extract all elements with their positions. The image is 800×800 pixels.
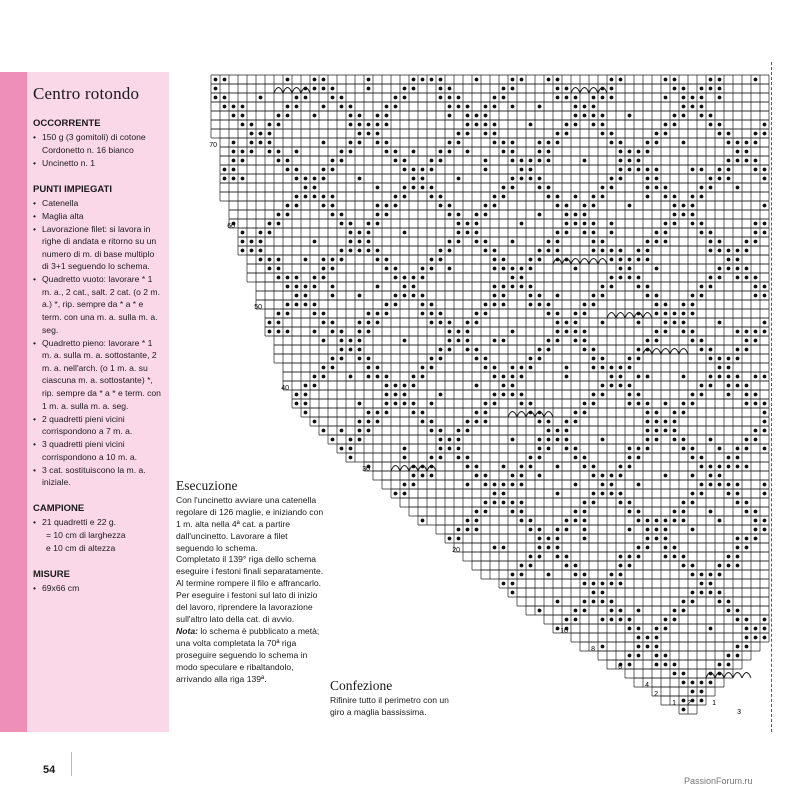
row-label: 30	[362, 466, 370, 473]
esecuzione-p1: Con l'uncinetto avviare una catenella regolare di 126 maglie, e iniziando con 1 m. alta nella 4ª cat. a partire dall'uncinetto. Lavorare a filet seguendo lo schema.	[176, 494, 324, 553]
row-label: 6	[618, 664, 622, 671]
row-label: 8	[591, 646, 595, 653]
esecuzione-title: Esecuzione	[176, 478, 238, 493]
page-number: 54	[43, 764, 56, 776]
list-item: • Quadretto pieno: lavorare * 1 m. a. sulla m. a. sottostante, 2 m. a. nell'arch. (o 1 m. a. su ciascuna m. a. sottostante) *, rip. sempre da * a * e term. con 1 m. a. sulla m. a. seg.	[33, 337, 163, 413]
pink-accent-strip	[0, 72, 27, 732]
row-label: 1	[672, 700, 676, 707]
mirror-line	[771, 62, 772, 732]
confezione-text: Rifinire tutto il perimetro con un giro a maglia bassissima.	[330, 694, 449, 717]
list-item: • 69x66 cm	[33, 582, 163, 595]
list-item: • 150 g (3 gomitoli) di cotone Cordonetto n. 16 bianco	[33, 131, 163, 156]
row-label: 40	[281, 385, 289, 392]
list-item: • Catenella	[33, 197, 163, 210]
row-label: 70	[209, 142, 217, 149]
esecuzione-p3: Per eseguire i festoni sul lato di inizio del lavoro, riprendere la lavorazione sull'altro lato della cat. di avvio.	[176, 590, 318, 624]
esecuzione-nota	[176, 626, 326, 686]
row-label: 10	[560, 628, 568, 635]
occorrente-title: OCCORRENTE	[33, 118, 101, 129]
row-label: 3	[737, 709, 741, 716]
occorrente-list	[33, 131, 163, 169]
nota-text: lo schema è pubblicato a metà; una volta completata la 70ª riga proseguire seguendo lo schema in modo speculare e ribaltandolo, arrivando alla riga 139ª.	[176, 625, 320, 684]
list-item: • Maglia alta	[33, 210, 163, 223]
esecuzione-p2: Completato il 139° riga dello schema eseguire i festoni finali separatamente. Al termine rompere il filo e affrancarlo.	[176, 554, 324, 589]
campione-list	[33, 516, 163, 555]
confezione-section	[330, 680, 450, 719]
list-item: • Quadretto vuoto: lavorare * 1 m. a., 2 cat., salt. 2 cat. (o 2 m. a.) *, rip. sempre da * a * e term. con una m. a. sulla m. a. seg.	[33, 273, 163, 336]
row-label: 20	[452, 547, 460, 554]
list-item: • Uncinetto n. 1	[33, 157, 163, 170]
list-item: • 3 cat. sostituiscono la m. a. iniziale.	[33, 464, 163, 489]
confezione-title: Confezione	[330, 678, 393, 693]
row-label: 50	[254, 304, 262, 311]
list-item: • Lavorazione filet: si lavora in righe di andata e ritorno su un numero di m. di base multiplo di 3+1 seguendo lo schema.	[33, 223, 163, 273]
misure-title: MISURE	[33, 569, 70, 581]
row-label: 2	[654, 691, 658, 698]
list-item: • 3 quadretti pieni vicini corrispondono a 10 m. a.	[33, 438, 163, 463]
row-label: 60	[227, 223, 235, 230]
punti-list	[33, 197, 163, 489]
list-item: e 10 cm di altezza	[46, 543, 116, 554]
misure-list	[33, 582, 163, 595]
list-item: • 21 quadretti e 22 g.	[33, 516, 163, 529]
nota-label: Nota:	[176, 625, 198, 636]
row-label: 4	[645, 682, 649, 689]
row-label: 1	[712, 700, 716, 707]
sidebar-title: Centro rotondo	[33, 84, 140, 103]
list-item: = 10 cm di larghezza	[46, 530, 126, 541]
campione-title: CAMPIONE	[33, 503, 85, 515]
materials-sidebar	[27, 72, 169, 732]
list-item: • 2 quadretti pieni vicini corrispondono a 7 m. a.	[33, 413, 163, 438]
esecuzione-section	[176, 480, 326, 685]
row-label: 2	[687, 700, 691, 707]
watermark: PassionForum.ru	[684, 776, 753, 786]
page-divider	[71, 752, 72, 776]
punti-title: PUNTI IMPIEGATI	[33, 183, 112, 195]
